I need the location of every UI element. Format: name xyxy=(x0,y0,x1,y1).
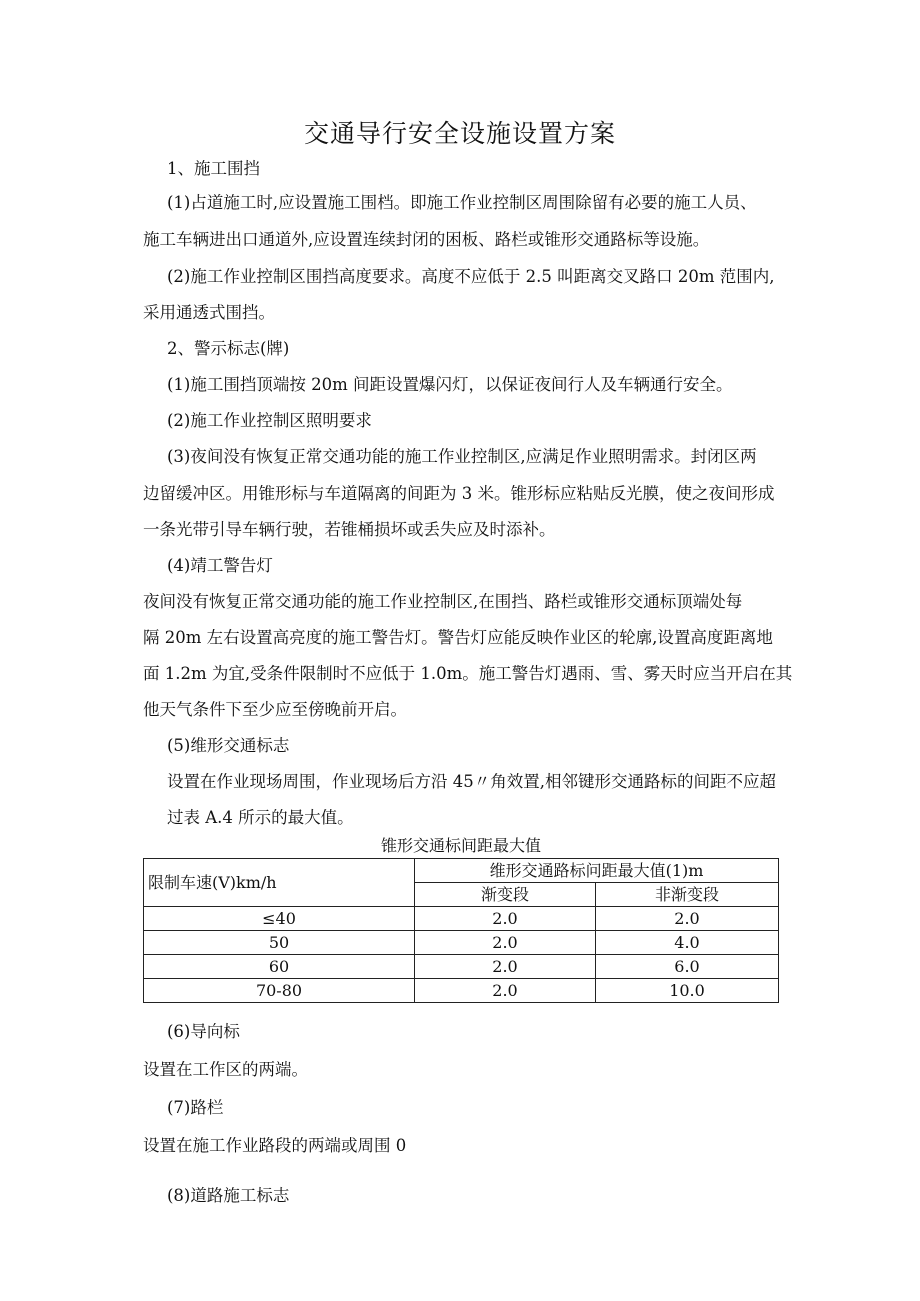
speed-cell: 50 xyxy=(144,931,415,955)
table-row xyxy=(144,907,779,931)
paragraph-line: 一条光带引导车辆行驶，若锥桶损坏或丢失应及时添补。 xyxy=(143,520,556,539)
nongradual-cell: 10.0 xyxy=(596,979,779,1003)
speed-cell: ≤40 xyxy=(144,907,415,931)
speed-cell: 70-80 xyxy=(144,979,415,1003)
paragraph-line: 设置在作业现场周围，作业现场后方沿 45〃角效置,相邻键形交通路标的间距不应超 xyxy=(167,772,776,791)
paragraph-line: 隔 20m 左右设置高亮度的施工警告灯。警告灯应能反映作业区的轮廓,设置高度距离地 xyxy=(143,628,773,647)
speed-cell: 60 xyxy=(144,955,415,979)
paragraph-line: 夜间没有恢复正常交通功能的施工作业控制区,在围挡、路栏或锥形交通标顶端处每 xyxy=(143,592,743,611)
section-heading: 1、施工围挡 xyxy=(167,159,260,178)
table-row xyxy=(144,931,779,955)
table-header-row xyxy=(144,859,779,883)
paragraph-line: 过表 A.4 所示的最大值。 xyxy=(167,808,354,827)
section-heading: 2、警示标志(牌) xyxy=(167,339,290,358)
gradual-cell: 2.0 xyxy=(415,979,596,1003)
nongradual-cell: 2.0 xyxy=(596,907,779,931)
speed-header: 限制车速(V)km/h xyxy=(144,859,415,907)
paragraph-line: (2)施工作业控制区围挡高度要求。高度不应低于 2.5 叫距离交叉路口 20m 范围内, xyxy=(167,267,775,286)
paragraph-line: (3)夜间没有恢复正常交通功能的施工作业控制区,应满足作业照明需求。封闭区两 xyxy=(167,447,757,466)
col-nongradual-header: 非渐变段 xyxy=(596,883,779,907)
paragraph-line: 设置在工作区的两端。 xyxy=(143,1060,308,1079)
subsection-heading: (8)道路施工标志 xyxy=(167,1186,290,1205)
paragraph-line: (1)施工围挡顶端按 20m 间距设置爆闪灯，以保证夜间行人及车辆通行安全。 xyxy=(167,375,733,394)
nongradual-cell: 4.0 xyxy=(596,931,779,955)
group-header: 维形交通路标问距最大值(1)m xyxy=(415,859,779,883)
paragraph-line: 边留缓冲区。用锥形标与车道隔离的间距为 3 米。锥形标应粘贴反光膜，使之夜间形成 xyxy=(143,484,775,503)
paragraph-line: 施工车辆进出口通道外,应设置连续封闭的困板、路栏或锥形交通路标等设施。 xyxy=(143,230,710,249)
subsection-heading: (7)路栏 xyxy=(167,1098,224,1117)
subsection-heading: (4)靖工警告灯 xyxy=(167,556,273,575)
table-caption: 锥形交通标间距最大值 xyxy=(380,836,541,855)
col-gradual-header: 渐变段 xyxy=(415,883,596,907)
gradual-cell: 2.0 xyxy=(415,955,596,979)
gradual-cell: 2.0 xyxy=(415,931,596,955)
subsection-heading: (2)施工作业控制区照明要求 xyxy=(167,411,372,430)
table-row xyxy=(144,979,779,1003)
paragraph-line: 他天气条件下至少应至傍晚前开启。 xyxy=(143,700,407,719)
subsection-heading: (6)导向标 xyxy=(167,1022,240,1041)
paragraph-line: 采用通透式围挡。 xyxy=(143,303,275,322)
subsection-heading: (5)维形交通标志 xyxy=(167,736,290,755)
paragraph-line: (1)占道施工时,应设置施工围档。即施工作业控制区周围除留有必要的施工人员、 xyxy=(167,193,757,212)
spacing-table xyxy=(143,858,779,1003)
paragraph-line: 面 1.2m 为宜,受条件限制时不应低于 1.0m。施工警告灯遇雨、雪、雾天时应当开启在其 xyxy=(143,664,793,683)
paragraph-line: 设置在施工作业路段的两端或周围 0 xyxy=(143,1136,407,1155)
page-title: 交通导行安全设施设置方案 xyxy=(303,119,616,148)
table-row xyxy=(144,955,779,979)
nongradual-cell: 6.0 xyxy=(596,955,779,979)
gradual-cell: 2.0 xyxy=(415,907,596,931)
